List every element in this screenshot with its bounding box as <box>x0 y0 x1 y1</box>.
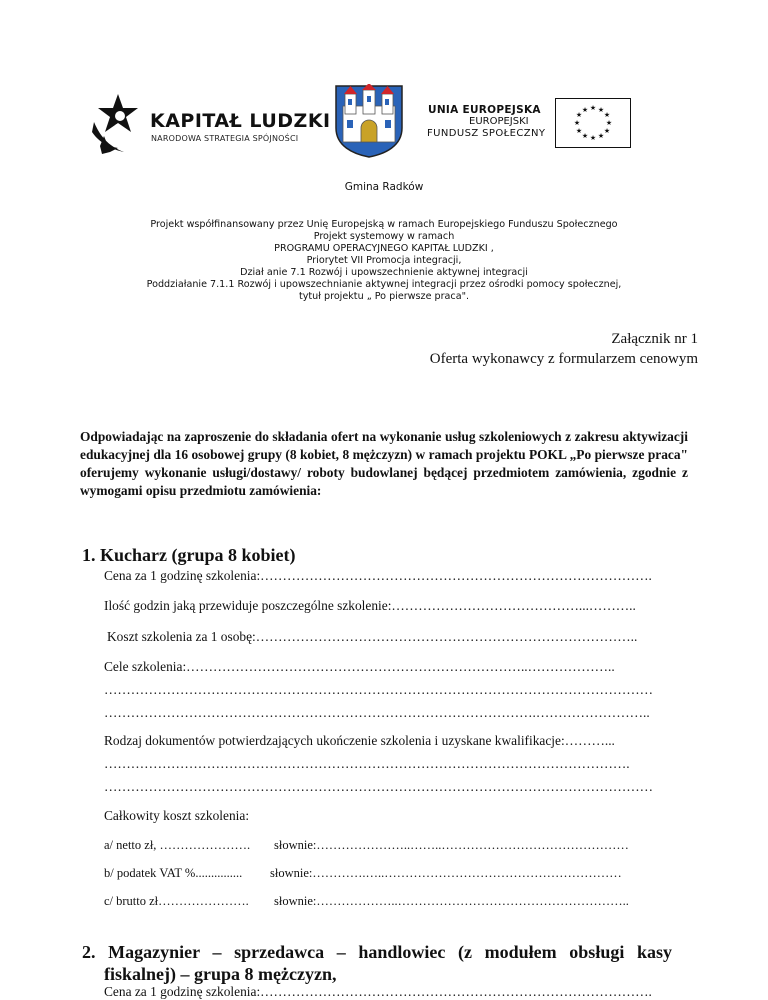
svg-text:★: ★ <box>597 106 605 114</box>
s1-brutto-field[interactable]: c/ brutto zł…………………. <box>104 894 249 908</box>
project-line-2: Projekt systemowy w ramach <box>313 231 455 242</box>
project-line-3: PROGRAMU OPERACYJNEGO KAPITAŁ LUDZKI , <box>274 243 494 254</box>
svg-text:★: ★ <box>589 104 597 112</box>
project-line-6: Poddziałanie 7.1.1 Rozwój i upowszechnianie aktywnej integracji przez ośrodki pomocy społecznej, <box>146 279 622 290</box>
svg-text:★: ★ <box>573 119 581 127</box>
s1-netto-field[interactable]: a/ netto zł, …………………. <box>104 838 251 852</box>
svg-text:★: ★ <box>603 127 611 135</box>
project-line-5: Dział anie 7.1 Rozwój i upowszechnienie aktywnej integracji <box>240 267 528 278</box>
project-line-7: tytuł projektu „ Po pierwsze praca". <box>298 291 470 302</box>
intro-paragraph: Odpowiadając na zaproszenie do składania ofert na wykonanie usług szkoleniowych z zakresu aktywizacji edukacyjnej dla 16 osobowej grupy (8 kobiet, 8 mężczyzn) w ramach projektu POKL „Po pierwsze praca" oferujemy wykonanie usługi/dostawy/ roboty budowlanej będącej przedmiotem zamówienia, zgodnie z wymogami opisu przedmiotu zamówienia: <box>80 429 688 498</box>
s1-rodzaj-dots-2[interactable]: …………………………………………………………………………………………………………… <box>104 779 654 794</box>
project-line-1: Projekt współfinansowany przez Unię Europejską w ramach Europejskiego Funduszu Społecznego <box>150 219 618 230</box>
section-2-title-line-2: fiskalnej) – grupa 8 mężczyzn, <box>104 964 337 984</box>
svg-text:★: ★ <box>605 119 613 127</box>
eu-flag-icon <box>555 98 631 148</box>
s1-cele-field[interactable]: Cele szkolenia:…………………………………………………………………..……………….. <box>104 659 615 674</box>
s1-calkowity-label: Całkowity koszt szkolenia: <box>104 808 250 823</box>
s1-cele-dots-2[interactable]: …………………………………………………………………………………….…………………….. <box>104 705 650 720</box>
radkow-coat-of-arms <box>333 84 405 158</box>
s1-koszt-field[interactable]: Koszt szkolenia za 1 osobę:………………………………………………………………………….. <box>107 629 638 644</box>
s1-vat-field[interactable]: b/ podatek VAT %............... <box>104 866 243 880</box>
svg-text:★: ★ <box>575 127 583 135</box>
svg-text:★: ★ <box>581 106 589 114</box>
eu-line-2: EUROPEJSKI <box>469 116 529 127</box>
eu-line-3: FUNDUSZ SPOŁECZNY <box>427 128 546 139</box>
attachment-title: Oferta wykonawcy z formularzem cenowym <box>429 351 698 367</box>
project-line-4: Priorytet VII Promocja integracji, <box>306 255 462 266</box>
s1-brutto-slownie[interactable]: słownie:………………..……………………………………………….. <box>274 894 629 908</box>
s1-rodzaj-dots-1[interactable]: ………………………………………………………………………………………………………. <box>104 756 630 771</box>
section-1-title: 1. Kucharz (grupa 8 kobiet) <box>82 545 296 565</box>
kapital-ludzki-subtitle: NARODOWA STRATEGIA SPÓJNOŚCI <box>151 134 299 143</box>
attachment-label: Załącznik nr 1 <box>611 331 698 347</box>
s1-cele-dots-1[interactable]: …………………………………………………………………………………………………………… <box>104 682 654 697</box>
s1-rodzaj-field[interactable]: Rodzaj dokumentów potwierdzających ukończenie szkolenia i uzyskane kwalifikacje:………... <box>104 733 615 748</box>
svg-text:★: ★ <box>589 134 597 142</box>
s1-vat-slownie[interactable]: słownie:………….…..………………………………………………… <box>270 866 622 880</box>
svg-text:★: ★ <box>597 132 605 140</box>
s1-cena-field[interactable]: Cena za 1 godzinę szkolenia:……………………………………………………………………………. <box>104 568 652 583</box>
svg-text:★: ★ <box>581 132 589 140</box>
kapital-ludzki-emblem <box>90 92 146 156</box>
s2-cena-field[interactable]: Cena za 1 godzinę szkolenia:……………………………………………………………………………. <box>104 984 652 999</box>
section-2-title-line-1: 2. Magazynier – sprzedawca – handlowiec (z modułem obsługi kasy <box>82 942 672 962</box>
svg-text:★: ★ <box>603 111 611 119</box>
s1-netto-slownie[interactable]: słownie:…………………..……..……………………………………… <box>274 838 629 852</box>
svg-text:★: ★ <box>575 111 583 119</box>
gmina-name: Gmina Radków <box>344 181 424 193</box>
eu-line-1: UNIA EUROPEJSKA <box>428 104 541 116</box>
kapital-ludzki-title: KAPITAŁ LUDZKI <box>150 110 331 132</box>
s1-ilosc-field[interactable]: Ilość godzin jaką przewiduje poszczególne szkolenie:……………………………………...……….. <box>104 598 636 613</box>
